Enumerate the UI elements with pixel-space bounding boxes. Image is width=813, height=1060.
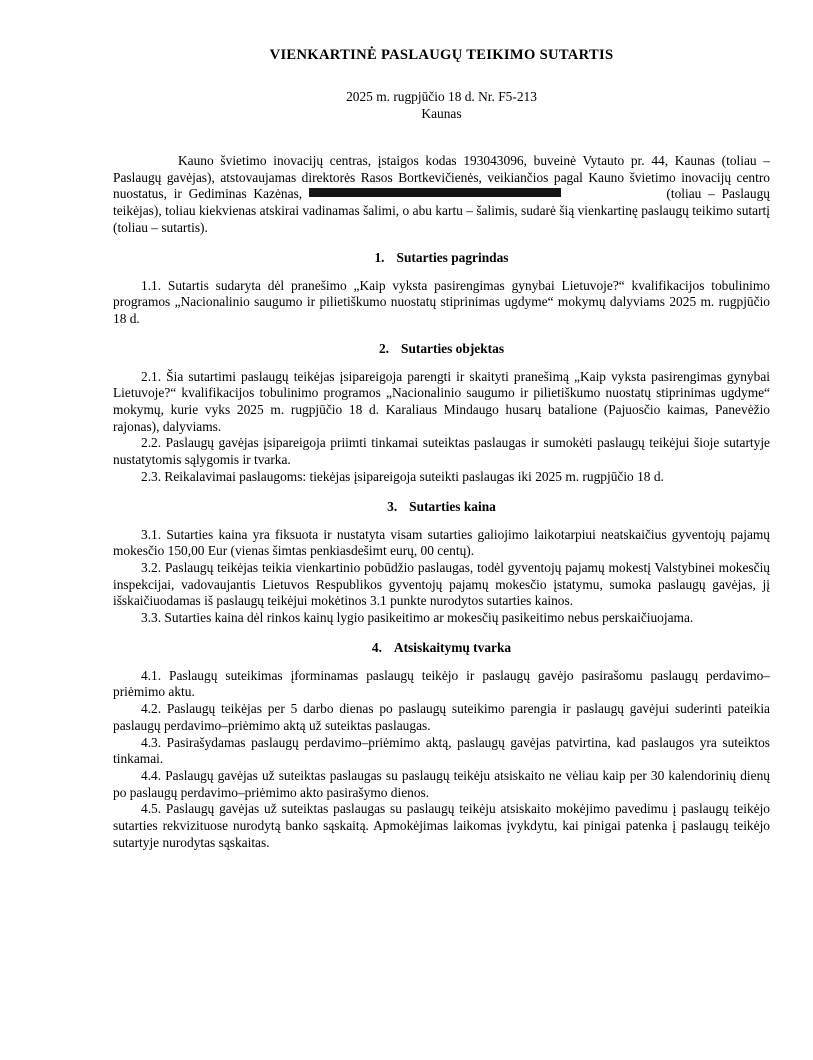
redaction-spacer xyxy=(568,197,660,198)
paragraph-4-4: 4.4. Paslaugų gavėjas už suteiktas paslaugas su paslaugų teikėju atsiskaito ne vėliau kaip per 30 kalendorinių dienų po paslaugų perdavimo–priėmimo akto pasirašymo dienos. xyxy=(113,767,770,800)
paragraph-1-1: 1.1. Sutartis sudaryta dėl pranešimo „Kaip vyksta pasirengimas gynybai Lietuvoje?“ kvalifikacijos tobulinimo programos „Nacionalinio saugumo ir pilietiškumo nuostatų stiprinimas ugdyme“ mokymų dalyviams 2025 m. rugpjūčio 18 d. xyxy=(113,277,770,326)
paragraph-4-3: 4.3. Pasirašydamas paslaugų perdavimo–priėmimo aktą, paslaugų gavėjas patvirtina, kad paslaugos yra suteiktos tinkamai. xyxy=(113,734,770,767)
section-2-heading xyxy=(113,340,770,357)
redaction-bar xyxy=(309,188,561,197)
paragraph-3-1: 3.1. Sutarties kaina yra fiksuota ir nustatyta visam sutarties galiojimo laikotarpiui neatskaičius gyventojų pajamų mokesčio 150,00 Eur (vienas šimtas penkiasdešimt eurų, 00 centų). xyxy=(113,526,770,559)
paragraph-4-2: 4.2. Paslaugų teikėjas per 5 darbo dienas po paslaugų suteikimo parengia ir paslaugų gavėjui suderinti pateikia paslaugų perdavimo–priėmimo aktą už suteiktas paslaugas. xyxy=(113,701,770,733)
intro-text-before-redaction: Kauno švietimo inovacijų centras, įstaigos kodas 193043096, buveinė Vytauto pr. 44, Kaunas (toliau – Paslaugų gavėjas), atstovaujamas direktorės Rasos Bortkevičienės, veikiančios pagal Kauno švietimo inovacijų centro nuostatus, ir Gediminas Kazėnas, xyxy=(113,153,770,202)
section-1-title: Sutarties pagrindas xyxy=(396,249,509,265)
paragraph-2-2: 2.2. Paslaugų gavėjas įsipareigoja priimti tinkamai suteiktas paslaugas ir sumokėti paslaugų teikėjui šioje sutartyje nustatytomis sąlygomis ir tvarka. xyxy=(113,435,770,468)
section-4-title: Atsiskaitymų tvarka xyxy=(393,639,512,655)
document-city: Kaunas xyxy=(421,106,462,121)
section-3-heading xyxy=(113,498,770,515)
section-4-number: 4. xyxy=(371,639,382,655)
paragraph-4-1: 4.1. Paslaugų suteikimas įforminamas paslaugų teikėjo ir paslaugų gavėjo pasirašomu paslaugų perdavimo–priėmimo aktu. xyxy=(113,667,770,700)
paragraph-2-3: 2.3. Reikalavimai paslaugoms: tiekėjas įsipareigoja suteikti paslaugas iki 2025 m. rugpjūčio 18 d. xyxy=(141,468,664,484)
section-1-heading xyxy=(113,249,770,266)
section-3-title: Sutarties kaina xyxy=(409,498,496,514)
paragraph-3-3: 3.3. Sutarties kaina dėl rinkos kainų lygio pasikeitimo ar mokesčių pasikeitimo nebus perskaičiuojama. xyxy=(141,610,694,626)
section-3-number: 3. xyxy=(387,498,398,514)
paragraph-2-1: 2.1. Šia sutartimi paslaugų teikėjas įsipareigoja parengti ir skaityti pranešimą „Kaip vyksta pasirengimas gynybai Lietuvoje?“ kvalifikacijos tobulinimo programos „Nacionalinio saugumo ir pilietiškumo nuostatų stiprinimas ugdyme“ mokymų, kurie vyks 2025 m. rugpjūčio 18 d. Karaliaus Mindaugo husarų batalione (Pajuosčio kaimas, Panevėžio rajonas), dalyviams. xyxy=(113,368,770,434)
paragraph-3-2: 3.2. Paslaugų teikėjas teikia vienkartinio pobūdžio paslaugas, todėl gyventojų pajamų mokestį Valstybinei mokesčių inspekcijai, vadovaujantis Lietuvos Respublikos gyventojų pajamų mokesčio įstatymu, sumoka paslaugų gavėjas, jį išskaičiuodamas iš paslaugų teikėjui mokėtinos 3.1 punkte nurodytos sutarties kainos. xyxy=(113,559,770,609)
section-2-number: 2. xyxy=(378,340,389,356)
section-4-heading xyxy=(113,639,770,656)
section-2-title: Sutarties objektas xyxy=(401,340,505,356)
intro-paragraph xyxy=(113,153,770,237)
intro-text-after-redaction: (toliau – Paslaugų teikėjas), toliau kiekvienas atskirai vadinamas šalimi, o abu kartu – šalimis, sudarė šią vienkartinę paslaugų teikimo sutartį (toliau – sutartis). xyxy=(113,186,770,235)
document-title: VIENKARTINĖ PASLAUGŲ TEIKIMO SUTARTIS xyxy=(269,47,614,63)
paragraph-4-5: 4.5. Paslaugų gavėjas už suteiktas paslaugas su paslaugų teikėju atsiskaito mokėjimo pavedimu į paslaugų teikėjo sutarties rekvizituose nurodytą banko sąskaitą. Apmokėjimas laikomas įvykdytu, kai pinigai patenka į paslaugų teikėjo sutartyje nurodytas sąskaitas. xyxy=(113,801,770,850)
document-date-number: 2025 m. rugpjūčio 18 d. Nr. F5-213 xyxy=(346,89,537,104)
section-1-number: 1. xyxy=(374,249,385,265)
